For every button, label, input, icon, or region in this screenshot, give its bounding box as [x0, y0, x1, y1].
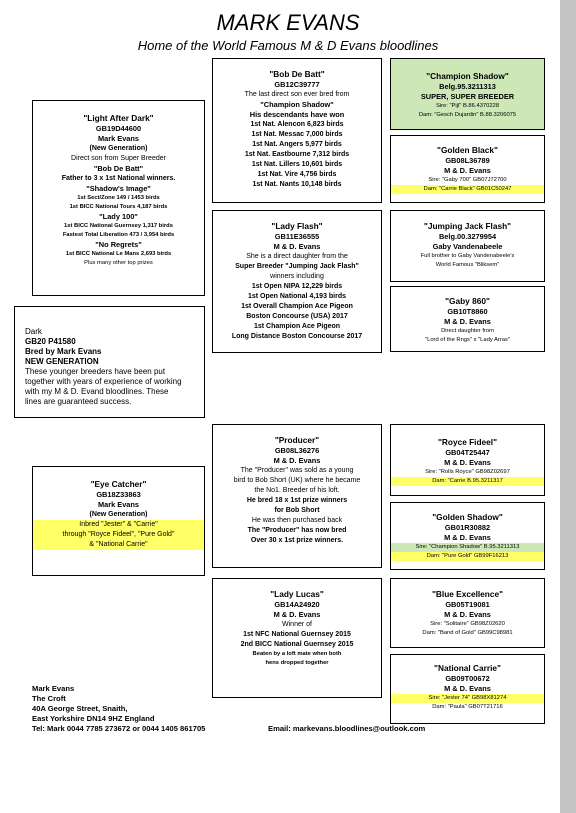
sire-line: Sire: "Solitaire" GB98Z02620	[430, 621, 505, 627]
page-subtitle: Home of the World Famous M & D Evans bloodlines	[137, 38, 439, 53]
info-line: The "Producer" has now bred	[247, 527, 347, 534]
result-line: 1st Nat. Vire 4,756 birds	[257, 171, 337, 178]
sire-line: Sire: "Jester 74" GB98X81274	[391, 694, 544, 703]
box-producer	[212, 424, 382, 568]
box-golden-shadow	[390, 502, 545, 570]
info-line: winners including	[270, 273, 324, 280]
breeder-line: Mark Evans	[97, 134, 140, 143]
inbred-line: Inbred "Jester" & "Carrie"	[33, 520, 204, 530]
info-line: He was then purchased back	[251, 517, 343, 524]
address-line: East Yorkshire DN14 9HZ England	[32, 714, 155, 723]
ring-number: GB04T25447	[445, 448, 490, 457]
bird-name: "National Carrie"	[434, 663, 501, 673]
result-line: 1st BICC National Le Mans 2,693 birds	[65, 251, 172, 257]
breeder-line: Gaby Vandenabeele	[432, 242, 503, 251]
info-line: "Bob De Batt"	[93, 164, 144, 173]
ring-number: GB08L36276	[274, 446, 320, 455]
breeder-line: M & D. Evans	[444, 684, 491, 693]
box-national-carrie	[390, 654, 545, 724]
info-line: World Famous "Bliksem"	[435, 262, 500, 268]
info-line: "Shadow's Image"	[86, 184, 151, 193]
ring-number: GB20 P41580	[25, 337, 76, 346]
info-line: Over 30 x 1st prize winners.	[250, 537, 344, 544]
ring-number: GB01R30882	[444, 523, 491, 532]
ring-number: GB11E36555	[274, 232, 320, 241]
sire-line: Sire: "Champion Shadow" B.95.3211313	[391, 543, 544, 552]
bird-name: "Gaby 860"	[445, 296, 490, 306]
ring-number: Belg.00.3279954	[438, 232, 497, 241]
breeder-line: M & D. Evans	[273, 610, 321, 619]
breeder-line: Bred by Mark Evans	[25, 347, 102, 356]
bird-name: "Jumping Jack Flash"	[423, 221, 512, 231]
result-line: 2nd BICC National Guernsey 2015	[240, 641, 354, 648]
info-line: "No Regrets"	[95, 240, 142, 249]
ring-number: GB09T00672	[445, 674, 490, 683]
info-line: Full brother to Gaby Vandenabeele's	[420, 253, 515, 259]
info-line: "Lady 100"	[99, 212, 138, 221]
result-line: 1st Open NIPA 12,229 birds	[251, 283, 343, 290]
result-line: 1st BICC National Guernsey 1,317 birds	[64, 223, 173, 229]
footer-address	[32, 684, 205, 734]
breeder-line: M & D. Evans	[444, 458, 491, 467]
box-gaby-860	[390, 286, 545, 352]
page-title: MARK EVANS	[216, 10, 360, 35]
dam-line: Dam: "Paula" GB07T21716	[432, 704, 503, 710]
info-line: His descendants have won	[249, 110, 345, 119]
result-line: 1st Nat. Messac 7,000 birds	[251, 131, 343, 138]
info-line: Father to 3 x 1st National winners.	[61, 175, 176, 182]
phone-line: Tel: Mark 0044 7785 273672 or 0044 1405 861705	[32, 724, 206, 733]
bird-name: "Lady Lucas"	[270, 589, 324, 599]
box-dark-main-bird	[14, 306, 205, 418]
page-edge	[560, 0, 576, 813]
sire-line: Sire: "Rolls Royce" GB98Z02697	[425, 469, 510, 475]
result-line: 1st Sect/Zone 149 / 1453 birds	[77, 195, 160, 201]
sire-line: Sire: "Gaby 700" GB07J72700	[428, 177, 507, 183]
ring-number: GB14A24920	[274, 600, 320, 609]
bird-name: "Lady Flash"	[271, 221, 323, 231]
info-line: Super Breeder "Jumping Jack Flash"	[235, 263, 359, 270]
bird-name: "Eye Catcher"	[90, 479, 147, 489]
box-lady-flash	[212, 210, 382, 353]
bird-name: "Golden Shadow"	[432, 512, 503, 522]
box-bob-de-batt	[212, 58, 382, 203]
address-line: 40A George Street, Snaith,	[32, 704, 128, 713]
description-line: These younger breeders have been put	[25, 367, 166, 376]
info-line: Direct son from Super Breeder	[71, 155, 166, 162]
info-line: hens dropped together	[265, 660, 329, 666]
description-line: lines are guaranteed success.	[25, 397, 132, 406]
ring-number: GB12C39777	[274, 80, 320, 89]
footer-email: Email: markevans.bloodlines@outlook.com	[268, 724, 426, 733]
box-jumping-jack-flash	[390, 210, 545, 282]
info-line: for Bob Short	[274, 507, 320, 514]
address-line: Mark Evans	[32, 684, 75, 693]
result-line: 1st Nat. Eastbourne 7,312 birds	[244, 151, 350, 158]
box-light-after-dark	[32, 100, 205, 296]
address-line: The Croft	[32, 694, 66, 703]
dam-line: Dam: "Band of Gold" GB99C98981	[422, 630, 513, 636]
description-line: with my M & D. Evand bloodlines. These	[25, 387, 169, 396]
box-royce-fideel	[390, 424, 545, 496]
box-champion-shadow	[390, 58, 545, 130]
result-line: Long Distance Boston Concourse 2017	[231, 333, 363, 340]
info-line: Direct daughter from	[441, 328, 494, 334]
info-line: (New Generation)	[89, 145, 148, 152]
info-line: The "Producer" was sold as a young	[240, 467, 354, 474]
bird-name: "Champion Shadow"	[426, 71, 509, 81]
info-line: Plus many other top prizes	[84, 260, 153, 266]
box-eye-catcher	[32, 466, 205, 576]
generation-line: NEW GENERATION	[25, 357, 99, 366]
result-line: 1st NFC National Guernsey 2015	[243, 631, 351, 638]
info-line: the No1. Breeder of his loft.	[254, 487, 340, 494]
info-line: Winner of	[282, 621, 312, 628]
result-line: 1st Nat. Angers 5,977 birds	[252, 141, 342, 148]
bird-name: "Royce Fideel"	[437, 437, 498, 447]
result-line: Boston Concourse (USA) 2017	[246, 313, 348, 320]
ring-number: GB08L36789	[445, 156, 490, 165]
info-line: She is a direct daughter from the	[246, 253, 348, 260]
breeder-line: M & D. Evans	[444, 533, 491, 542]
ring-number: GB05T19081	[445, 600, 490, 609]
dam-line: Dam: "Pure Gold" GB99F16213	[391, 552, 544, 561]
box-golden-black	[390, 135, 545, 203]
result-line: 1st Open National 4,193 birds	[247, 293, 347, 300]
dam-line: Dam: "Carrie Black" GB01C50247	[391, 185, 544, 194]
breeder-line: M & D. Evans	[444, 166, 491, 175]
ring-number: GB10T8860	[447, 307, 488, 316]
info-line: "Lord of the Rngs" x "Lady Arras"	[425, 337, 510, 343]
info-line: Beaten by a loft mate when both	[252, 651, 342, 657]
bird-name: "Golden Black"	[437, 145, 498, 155]
info-line: SUPER, SUPER BREEDER	[420, 92, 515, 101]
result-line: 1st Overall Champion Ace Pigeon	[241, 303, 353, 310]
result-line: 1st Nat. Nants 10,148 birds	[252, 181, 342, 188]
ring-number: Belg.95.3211313	[439, 82, 496, 91]
bird-name: Dark	[25, 327, 42, 336]
ring-number: GB19D44600	[95, 124, 142, 133]
generation-line: (New Generation)	[89, 511, 148, 518]
result-line: 1st BICC National Tours 4,187 birds	[69, 204, 168, 210]
info-line: "Champion Shadow"	[260, 100, 334, 109]
result-line: 1st Champion Ace Pigeon	[253, 323, 341, 330]
info-line: bird to Bob Short (UK) where he became	[233, 477, 361, 484]
result-line: 1st Nat. Alencon 6,823 birds	[250, 121, 344, 128]
bird-name: "Bob De Batt"	[269, 69, 325, 79]
info-line: He bred 18 x 1st prize winners	[246, 497, 348, 504]
inbred-line: through "Royce Fideel", "Pure Gold"	[33, 530, 204, 540]
box-lady-lucas	[212, 578, 382, 698]
box-blue-excellence	[390, 578, 545, 648]
dam-line: Dam: "Gesch Dujardin" B.88.3206075	[418, 112, 517, 118]
breeder-line: M & D. Evans	[273, 242, 321, 251]
breeder-line: M & D. Evans	[273, 456, 321, 465]
breeder-line: M & D. Evans	[444, 317, 491, 326]
ring-number: GB18Z33863	[96, 490, 141, 499]
result-line: 1st Nat. Lillers 10,601 birds	[251, 161, 343, 168]
dam-line: Dam: "Carrie B.95.3211317	[391, 477, 544, 486]
info-line: The last direct son ever bred from	[244, 91, 350, 98]
bird-name: "Producer"	[274, 435, 320, 445]
bird-name: "Light After Dark"	[83, 113, 154, 123]
sire-line: Sire: "Pijl" B.86.4370228	[435, 103, 500, 109]
breeder-line: Mark Evans	[97, 500, 140, 509]
result-line: Fastest Total Liberation 473 / 3,954 birds	[62, 232, 175, 238]
breeder-line: M & D. Evans	[444, 610, 491, 619]
description-line: together with years of experience of working	[25, 377, 182, 386]
inbred-line: & "National Carrie"	[33, 540, 204, 550]
bird-name: "Blue Excellence"	[431, 589, 504, 599]
